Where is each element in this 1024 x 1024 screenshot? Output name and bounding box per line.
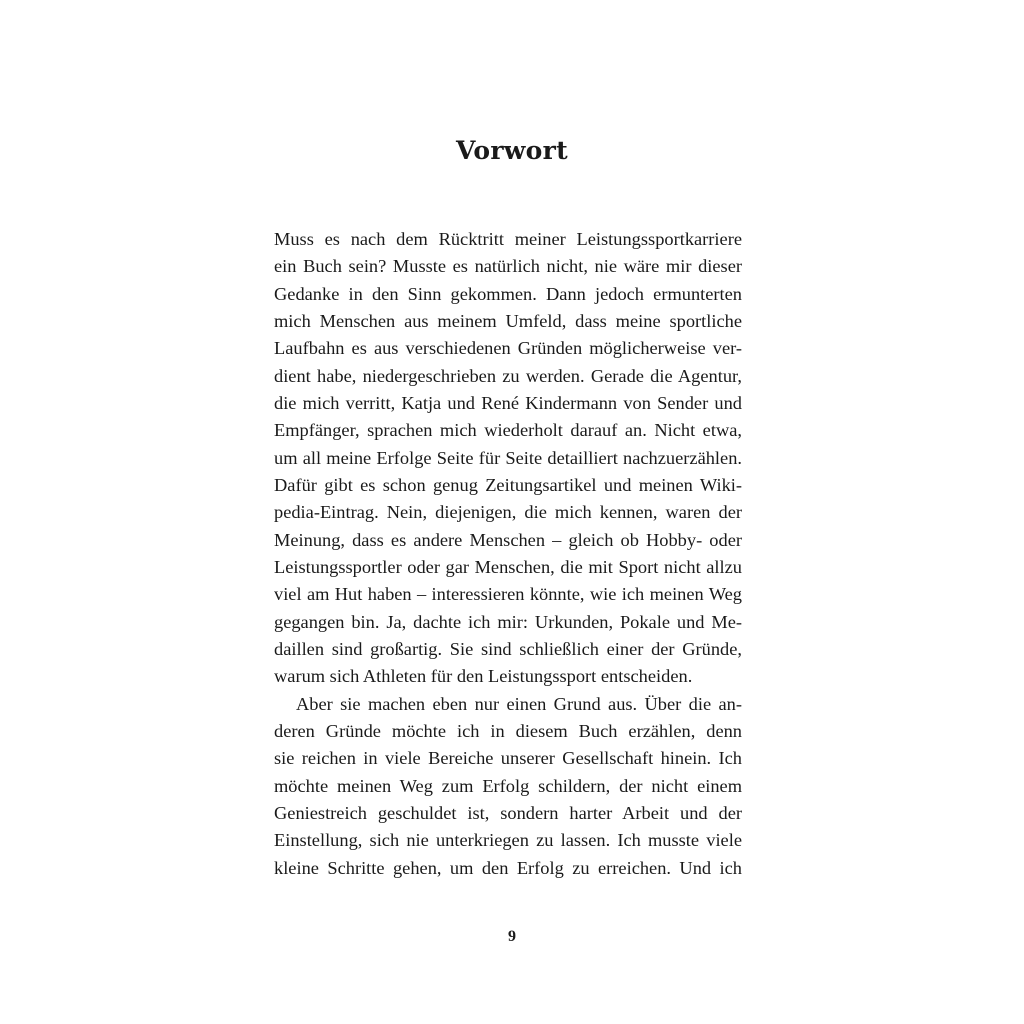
text-line: gegangen bin. Ja, dachte ich mir: Urkunden, Pokale und Me- <box>274 611 742 632</box>
text-line: Leistungssportler oder gar Menschen, die mit Sport nicht allzu <box>274 556 742 577</box>
text-line: warum sich Athleten für den Leistungssport entscheiden. <box>274 666 693 687</box>
text-line: dient habe, niedergeschrieben zu werden. Gerade die Agentur, <box>274 365 742 386</box>
text-line: mich Menschen aus meinem Umfeld, dass meine sportliche <box>274 310 742 331</box>
page-number: 9 <box>508 928 516 945</box>
text-line: Empfänger, sprachen mich wiederholt darauf an. Nicht etwa, <box>274 420 742 441</box>
text-line: deren Gründe möchte ich in diesem Buch erzählen, denn <box>274 720 742 741</box>
text-line: Gedanke in den Sinn gekommen. Dann jedoch ermunterten <box>274 283 742 304</box>
text-line: Laufbahn es aus verschiedenen Gründen möglicherweise ver- <box>274 338 742 359</box>
text-line: Geniestreich geschuldet ist, sondern harter Arbeit und der <box>274 802 742 823</box>
text-line: sie reichen in viele Bereiche unserer Gesellschaft hinein. Ich <box>274 748 742 769</box>
text-line: möchte meinen Weg zum Erfolg schildern, der nicht einem <box>274 775 742 796</box>
text-line: pedia-Eintrag. Nein, diejenigen, die mich kennen, waren der <box>274 502 742 523</box>
text-line: Dafür gibt es schon genug Zeitungsartikel und meinen Wiki- <box>274 474 742 495</box>
text-line: Muss es nach dem Rücktritt meiner Leistungssportkarriere <box>274 229 742 249</box>
text-line: um all meine Erfolge Seite für Seite detailliert nachzuerzählen. <box>274 447 742 468</box>
text-line: Meinung, dass es andere Menschen – gleich ob Hobby- oder <box>274 529 742 550</box>
text-line: kleine Schritte gehen, um den Erfolg zu erreichen. Und ich <box>274 857 742 878</box>
text-line: viel am Hut haben – interessieren könnte, wie ich meinen Weg <box>274 584 742 605</box>
text-line: ein Buch sein? Musste es natürlich nicht, nie wäre mir dieser <box>274 256 742 277</box>
chapter-title: Vorwort <box>456 136 568 165</box>
text-line: Aber sie machen eben nur einen Grund aus. Über die an- <box>296 693 742 714</box>
text-line: Einstellung, sich nie unterkriegen zu lassen. Ich musste viele <box>274 830 742 851</box>
chapter-body <box>274 226 742 882</box>
text-line: die mich verritt, Katja und René Kindermann von Sender und <box>274 392 742 413</box>
text-line: daillen sind großartig. Sie sind schließlich einer der Gründe, <box>274 638 742 659</box>
